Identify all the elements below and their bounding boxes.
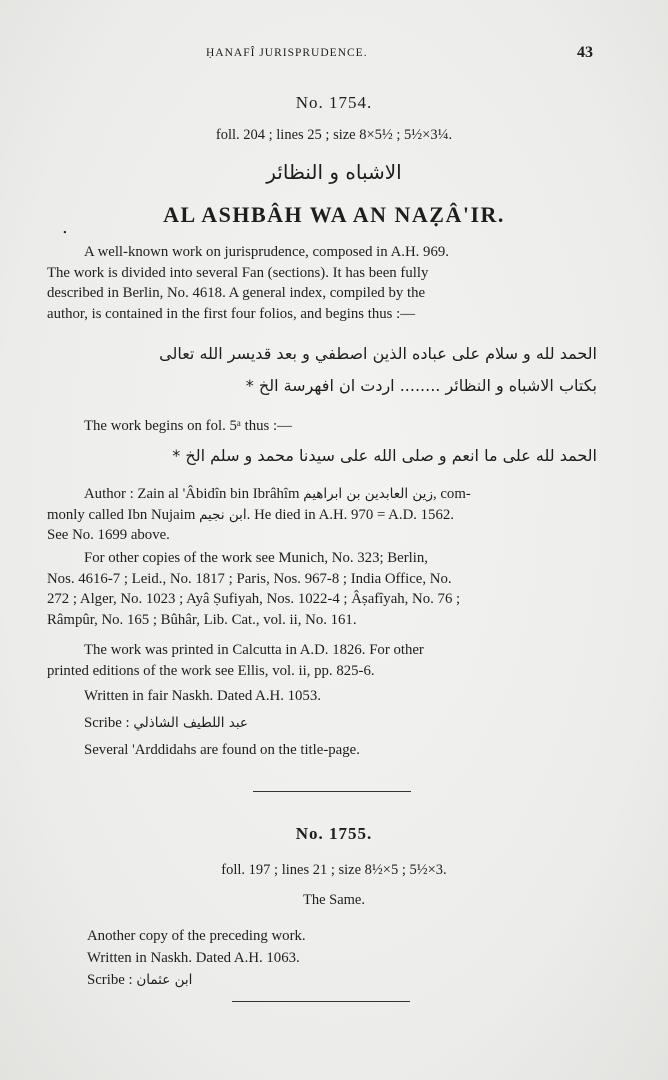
- entry-1754-note: Several 'Arddidahs are found on the title-page.: [84, 742, 360, 758]
- author-line-2: monly called Ibn Nujaim: [47, 506, 196, 523]
- scribe-label: Scribe :: [84, 715, 130, 731]
- separator-rule: [253, 791, 411, 792]
- description-line: The work is divided into several Fan (sections). It has been fully: [47, 264, 429, 281]
- scribe-label: Scribe :: [87, 972, 133, 988]
- author-line-1: Author : Zain al 'Âbidîn bin Ibrâhîm: [84, 486, 300, 502]
- index-begins-arabic-line-1: الحمد لله و سلام على عباده الذين اصطفي و بعد قديسر الله تعالى: [159, 344, 597, 363]
- printed-editions: [47, 640, 597, 681]
- body-begins-label: The work begins on fol. 5ᵃ thus :—: [84, 418, 292, 434]
- description-line: A well-known work on jurisprudence, composed in A.H. 969.: [84, 244, 449, 260]
- scribe-arabic: ابن عثمان: [136, 972, 193, 988]
- author-line-1-end: , com-: [432, 486, 471, 502]
- entry-1754-folio-info: foll. 204 ; lines 25 ; size 8×5½ ; 5½×3¼.: [215, 127, 453, 143]
- printed-line: printed editions of the work see Ellis, vol. ii, pp. 825-6.: [47, 662, 375, 679]
- author-name-arabic: زين العابدين بن ابراهيم: [303, 486, 433, 502]
- entry-1754-title: AL ASHBÂH WA AN NAẒÂ'IR.: [163, 202, 505, 227]
- copies-line: Râmpûr, No. 165 ; Bûhâr, Lib. Cat., vol. ii, No. 161.: [47, 611, 357, 628]
- entry-1754-written: Written in fair Naskh. Dated A.H. 1053.: [84, 688, 321, 704]
- index-begins-arabic-line-2: بكتاب الاشباه و النظائر ........ اردت ان افهرسة الخ *: [245, 376, 597, 395]
- author-alias-arabic: ابن نجيم: [199, 506, 247, 523]
- author-death-date: . He died in A.H. 970 = A.D. 1562.: [246, 506, 454, 523]
- entry-1755-number: No. 1755.: [295, 824, 373, 843]
- scribe-arabic: عبد اللطيف الشاذلي: [133, 715, 248, 731]
- entry-1755-title: The Same.: [302, 892, 365, 908]
- entry-1754-description: [47, 242, 597, 324]
- body-begins-arabic: الحمد لله على ما انعم و صلى الله على سيدنا محمد و سلم الخ *: [172, 446, 597, 465]
- entry-1754-number: No. 1754.: [295, 93, 373, 112]
- printed-line: The work was printed in Calcutta in A.D. 1826. For other: [84, 642, 424, 658]
- copies-line: For other copies of the work see Munich, No. 323; Berlin,: [84, 550, 428, 566]
- author-block: [47, 484, 597, 546]
- other-copies: [47, 548, 597, 630]
- running-title: ḤANAFÎ JURISPRUDENCE.: [206, 47, 368, 59]
- entry-1754-arabic-title: الاشباه و النظائر: [266, 160, 402, 184]
- copies-line: 272 ; Alger, No. 1023 ; Ayâ Ṣufiyah, Nos. 1022-4 ; Âṣafîyah, No. 76 ;: [47, 591, 461, 608]
- margin-dot: .: [62, 217, 68, 238]
- entry-1755-line-1: Another copy of the preceding work.: [87, 928, 306, 944]
- page-header: [0, 44, 668, 64]
- description-line: author, is contained in the first four folios, and begins thus :—: [47, 305, 416, 322]
- author-see-also: See No. 1699 above.: [47, 527, 170, 544]
- entry-1755-line-2: Written in Naskh. Dated A.H. 1063.: [87, 950, 300, 966]
- description-line: described in Berlin, No. 4618. A general index, compiled by the: [47, 285, 426, 302]
- entry-1754-scribe: [47, 713, 597, 734]
- entry-1755-folio-info: foll. 197 ; lines 21 ; size 8½×5 ; 5½×3.: [221, 862, 447, 878]
- copies-line: Nos. 4616-7 ; Leid., No. 1817 ; Paris, Nos. 967-8 ; India Office, No.: [47, 570, 452, 587]
- entry-1755-scribe: [47, 970, 597, 991]
- page-number: 43: [577, 44, 593, 61]
- end-rule: [232, 1001, 410, 1002]
